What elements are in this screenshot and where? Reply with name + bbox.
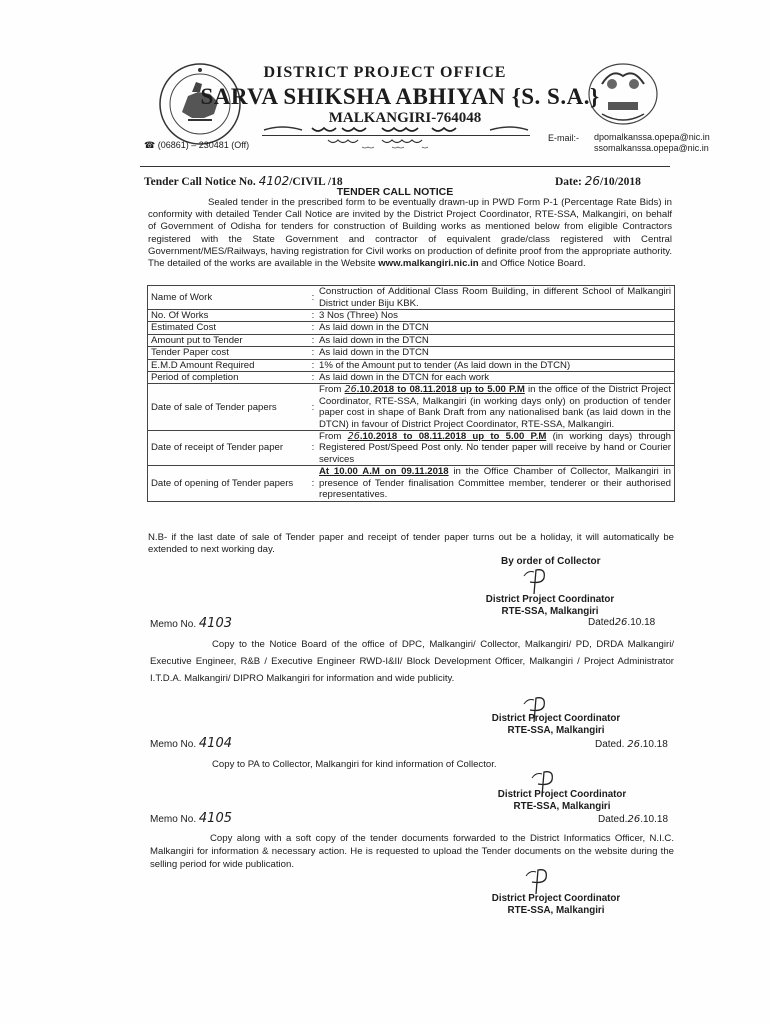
tender-call-notice-number: Tender Call Notice No. 4102/CIVIL /18 bbox=[144, 174, 343, 188]
row-label: Tender Paper cost bbox=[148, 347, 311, 359]
table-row: Amount put to Tender : As laid down in the DTCN bbox=[148, 334, 675, 346]
row-value: 3 Nos (Three) Nos bbox=[316, 310, 675, 322]
row-label: Date of sale of Tender papers bbox=[148, 384, 311, 431]
table-row: Tender Paper cost : As laid down in the DTCN bbox=[148, 347, 675, 359]
table-row-receipt: Date of receipt of Tender paper : From 26.10.2018 to 08.11.2018 up to 5.00 P.M (in working days) through Registered Post/Speed Post only. No tender paper will receive by hand or Courier services bbox=[148, 431, 675, 466]
handwritten-memo-number: 4105 bbox=[198, 811, 232, 826]
email-1: dpomalkanssa.opepa@nic.in bbox=[594, 132, 710, 142]
table-row: Period of completion : As laid down in the DTCN for each work bbox=[148, 372, 675, 384]
handwritten-day: 26 bbox=[344, 384, 357, 396]
organisation-name: SARVA SHIKSHA ABHIYAN {S. S.A.} bbox=[200, 84, 600, 109]
handwritten-memo-number: 4104 bbox=[198, 736, 232, 751]
works-details-table bbox=[147, 285, 675, 502]
row-label: Date of receipt of Tender paper bbox=[148, 431, 311, 466]
memo-number-3: Memo No. 4105 bbox=[150, 811, 232, 826]
memo-1-date: Dated26.10.18 bbox=[588, 617, 656, 628]
signature-icon bbox=[518, 866, 558, 896]
row-label: E.M.D Amount Required bbox=[148, 359, 311, 371]
row-label: Amount put to Tender bbox=[148, 334, 311, 346]
row-label: Period of completion bbox=[148, 372, 311, 384]
table-row: No. Of Works : 3 Nos (Three) Nos bbox=[148, 310, 675, 322]
signatory-block-2: District Project Coordinator RTE-SSA, Malkangiri bbox=[491, 713, 621, 736]
table-row: Estimated Cost : As laid down in the DTCN bbox=[148, 322, 675, 334]
signatory-block-4: District Project Coordinator RTE-SSA, Malkangiri bbox=[491, 893, 621, 916]
memo-3-copy-text: Copy along with a soft copy of the tender documents forwarded to the District Informatics Officer, N.I.C. Malkangiri for information & necessary action. He is requested to upload the Tender documents on the website during the selling period for wide publication. bbox=[150, 833, 674, 870]
row-value: From 26.10.2018 to 08.11.2018 up to 5.00 P.M in the office of the District Project Coordinator, RTE-SSA, Malkangiri (in working days only) on production of tender paper cost in shape of Bank Draft from any nationalised bank (as laid down in the DTCN) in favour of District Project Coordinator, RTE-SSA, Malkangiri. bbox=[316, 384, 675, 431]
nb-note: N.B- if the last date of sale of Tender paper and receipt of tender paper turns out be a holiday, it will automatically be extended to next working day. bbox=[148, 532, 674, 555]
row-label: Name of Work bbox=[148, 286, 311, 310]
handwritten-notice-number: 4102 bbox=[258, 174, 290, 188]
email-2: ssomalkanssa.opepa@nic.in bbox=[594, 143, 709, 153]
notice-title: TENDER CALL NOTICE bbox=[336, 186, 454, 198]
memo-2-date: Dated. 26.10.18 bbox=[595, 739, 668, 750]
memo-3-date: Dated.26.10.18 bbox=[598, 814, 669, 825]
table-row: E.M.D Amount Required : 1% of the Amount put to tender (As laid down in the DTCN) bbox=[148, 359, 675, 371]
memo-2-copy-text: Copy to PA to Collector, Malkangiri for kind information of Collector. bbox=[212, 759, 497, 770]
notice-date: Date: 26/10/2018 bbox=[555, 174, 641, 188]
email-addresses bbox=[594, 132, 710, 154]
odia-script-heading-icon bbox=[262, 124, 530, 150]
memo-1-copy-text: Copy to the Notice Board of the office of DPC, Malkangiri/ Collector, Malkangiri/ PD, DRDA Malkangiri/ Executive Engineer, R&B / Executive Engineer RWD-I&II/ Block Development Officer, Malkangiri / Project Administrator I.T.D.A. Malkangiri/ DIPRO Malkangiri for information and wide publicity. bbox=[150, 639, 674, 684]
handwritten-date: 26 bbox=[584, 174, 600, 188]
row-value: As laid down in the DTCN bbox=[316, 322, 675, 334]
signatory-block-3: District Project Coordinator RTE-SSA, Malkangiri bbox=[497, 789, 627, 812]
row-label: Estimated Cost bbox=[148, 322, 311, 334]
office-address: MALKANGIRI-764048 bbox=[328, 110, 482, 126]
table-row-opening: Date of opening of Tender papers : At 10.00 A.M on 09.11.2018 in the Office Chamber of Collector, Malkangiri in presence of Tender finalisation Committee member, tenderer or their authorised representatives. bbox=[148, 466, 675, 501]
row-value: 1% of the Amount put to tender (As laid down in the DTCN) bbox=[316, 359, 675, 371]
row-label: No. Of Works bbox=[148, 310, 311, 322]
by-order-of-collector: By order of Collector bbox=[501, 556, 601, 567]
notice-paragraph: Sealed tender in the prescribed form to be eventually drawn-up in PWD Form P-1 (Percentage Rate Bids) in conformity with detailed Tender Call Notice are invited by the District Project Coordinator, RTE-SSA, Malkangiri, on behalf of Government of Odisha for tenders for construction of Building works as mentioned below from eligible Contractors registered with the State Government and contractor of equivalent grade/class registered with Central Government/MES/Railways, having registration for Civil works on production of definite proof from the appropriate authority. The detailed of the works are available in the Website www.malkangiri.nic.in and Office Notice Board. bbox=[148, 197, 672, 270]
table-row: Name of Work : Construction of Additional Class Room Building, in different School of Malkangiri District under Biju KBK. bbox=[148, 286, 675, 310]
row-value: From 26.10.2018 to 08.11.2018 up to 5.00 P.M (in working days) through Registered Post/Speed Post only. No tender paper will receive by hand or Courier services bbox=[316, 431, 675, 466]
website-link: www.malkangiri.nic.in bbox=[378, 258, 479, 270]
row-value: As laid down in the DTCN for each work bbox=[316, 372, 675, 384]
row-value: As laid down in the DTCN bbox=[316, 334, 675, 346]
memo-number-2: Memo No. 4104 bbox=[150, 736, 232, 751]
row-label: Date of opening of Tender papers bbox=[148, 466, 311, 501]
signatory-block-1: District Project Coordinator RTE-SSA, Malkangiri bbox=[485, 594, 615, 617]
handwritten-memo-number: 4103 bbox=[198, 616, 232, 631]
memo-number-1: Memo No. 4103 bbox=[150, 616, 232, 631]
handwritten-day: 26 bbox=[347, 431, 360, 443]
signature-icon bbox=[516, 566, 556, 596]
email-label: E-mail:- bbox=[548, 133, 579, 143]
office-name: DISTRICT PROJECT OFFICE bbox=[263, 64, 507, 81]
table-row-sale: Date of sale of Tender papers : From 26.10.2018 to 08.11.2018 up to 5.00 P.M in the office of the District Project Coordinator, RTE-SSA, Malkangiri (in working days only) on production of tender paper cost in shape of Bank Draft from any nationalised bank (as laid down in the DTCN) in favour of District Project Coordinator, RTE-SSA, Malkangiri. bbox=[148, 384, 675, 431]
phone-number: ☎ (06861) – 230481 (Off) bbox=[144, 140, 250, 150]
row-value: At 10.00 A.M on 09.11.2018 in the Office Chamber of Collector, Malkangiri in presence of Tender finalisation Committee member, tenderer or their authorised representatives. bbox=[316, 466, 675, 501]
row-value: Construction of Additional Class Room Building, in different School of Malkangiri District under Biju KBK. bbox=[316, 286, 675, 310]
row-value: As laid down in the DTCN bbox=[316, 347, 675, 359]
header-divider bbox=[140, 166, 670, 167]
